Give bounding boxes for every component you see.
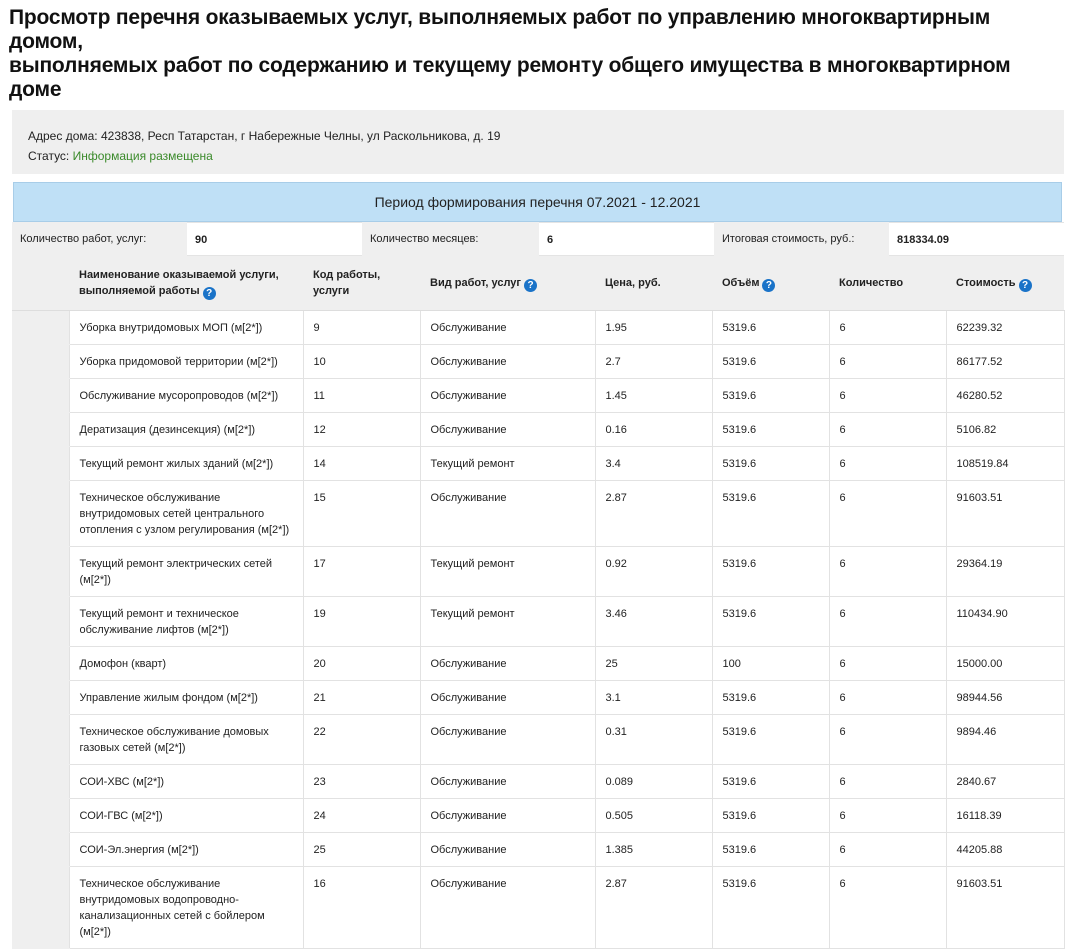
row-gutter [12,481,69,547]
cell-price: 1.45 [595,379,712,413]
cell-kind: Обслуживание [420,311,595,345]
table-row [12,345,1064,379]
page-title-line-2: выполняемых работ по содержанию и текущему ремонту общего имущества в многоквартирном доме [9,54,1011,101]
header-cost [946,256,1064,311]
row-gutter [12,447,69,481]
table-row [12,833,1064,867]
cell-kind: Текущий ремонт [420,597,595,647]
name-help-icon[interactable]: ? [203,287,216,300]
cell-volume: 100 [712,647,829,681]
cell-name: Домофон (кварт) [69,647,303,681]
cell-quantity: 6 [829,447,946,481]
header-gutter [12,256,69,311]
table-row [12,547,1064,597]
row-gutter [12,715,69,765]
table-row [12,413,1064,447]
header-volume [712,256,829,311]
cell-volume: 5319.6 [712,413,829,447]
cell-quantity: 6 [829,345,946,379]
cell-code: 11 [303,379,420,413]
row-gutter [12,647,69,681]
table-row [12,799,1064,833]
cell-quantity: 6 [829,647,946,681]
cell-quantity: 6 [829,379,946,413]
cell-kind: Текущий ремонт [420,447,595,481]
cell-name: Техническое обслуживание внутридомовых сетей центрального отопления с узлом регулирования (м[2*]) [69,481,303,547]
cell-name: СОИ-ГВС (м[2*]) [69,799,303,833]
row-gutter [12,597,69,647]
cell-volume: 5319.6 [712,311,829,345]
cell-name: СОИ-Эл.энергия (м[2*]) [69,833,303,867]
cell-name: Текущий ремонт электрических сетей (м[2*]) [69,547,303,597]
cell-code: 15 [303,481,420,547]
cell-cost: 5106.82 [946,413,1064,447]
cell-name: Техническое обслуживание внутридомовых водопроводно-канализационных сетей с бойлером (м[2*]) [69,867,303,949]
cell-kind: Обслуживание [420,345,595,379]
cell-quantity: 6 [829,799,946,833]
table-row [12,765,1064,799]
cell-name: Текущий ремонт жилых зданий (м[2*]) [69,447,303,481]
table-header-row [12,256,1064,311]
address-value: 423838, Респ Татарстан, г Набережные Челны, ул Раскольникова, д. 19 [100,129,501,143]
cell-volume: 5319.6 [712,345,829,379]
cell-price: 0.92 [595,547,712,597]
cell-code: 12 [303,413,420,447]
cell-cost: 108519.84 [946,447,1064,481]
cell-kind: Обслуживание [420,647,595,681]
cell-cost: 91603.51 [946,481,1064,547]
cell-name: Текущий ремонт и техническое обслуживание лифтов (м[2*]) [69,597,303,647]
cell-quantity: 6 [829,413,946,447]
table-row [12,715,1064,765]
cell-cost: 29364.19 [946,547,1064,597]
cell-kind: Обслуживание [420,481,595,547]
works-count-value: 90 [187,222,362,256]
table-row [12,311,1064,345]
total-cost-label: Итоговая стоимость, руб.: [714,222,889,256]
header-code: Код работы, услуги [303,256,420,311]
cell-code: 25 [303,833,420,867]
header-cost-label: Стоимость [956,276,1016,289]
cell-cost: 46280.52 [946,379,1064,413]
cell-code: 17 [303,547,420,597]
header-name-label: Наименование оказываемой услуги, выполняемой работы [79,268,279,297]
address-row [28,126,1064,146]
cell-price: 0.089 [595,765,712,799]
summary-row [12,222,1064,256]
cell-code: 14 [303,447,420,481]
status-label: Статус: [28,149,70,163]
cell-kind: Обслуживание [420,833,595,867]
cell-price: 25 [595,647,712,681]
period-header: Период формирования перечня 07.2021 - 12.2021 [13,182,1062,222]
cell-kind: Обслуживание [420,867,595,949]
cell-kind: Обслуживание [420,681,595,715]
header-price: Цена, руб. [595,256,712,311]
cell-code: 9 [303,311,420,345]
table-row [12,597,1064,647]
status-row [28,146,1064,166]
kind-help-icon[interactable]: ? [524,279,537,292]
cell-price: 2.87 [595,481,712,547]
cell-volume: 5319.6 [712,379,829,413]
cell-cost: 62239.32 [946,311,1064,345]
table-row [12,647,1064,681]
row-gutter [12,379,69,413]
status-value: Информация размещена [72,149,213,163]
cell-code: 24 [303,799,420,833]
row-gutter [12,311,69,345]
cell-code: 19 [303,597,420,647]
header-kind-label: Вид работ, услуг [430,276,521,289]
row-gutter [12,867,69,949]
table-row [12,481,1064,547]
cell-kind: Обслуживание [420,715,595,765]
cell-volume: 5319.6 [712,799,829,833]
row-gutter [12,681,69,715]
cell-volume: 5319.6 [712,447,829,481]
cell-price: 3.4 [595,447,712,481]
header-quantity: Количество [829,256,946,311]
row-gutter [12,547,69,597]
months-count-value: 6 [539,222,714,256]
cell-kind: Обслуживание [420,765,595,799]
row-gutter [12,799,69,833]
cost-help-icon[interactable]: ? [1019,279,1032,292]
row-gutter [12,413,69,447]
months-count-label: Количество месяцев: [362,222,539,256]
total-cost-value: 818334.09 [889,222,1064,256]
cell-code: 22 [303,715,420,765]
address-label: Адрес дома: [28,129,98,143]
cell-cost: 15000.00 [946,647,1064,681]
cell-cost: 86177.52 [946,345,1064,379]
cell-quantity: 6 [829,481,946,547]
house-info-panel [12,110,1064,174]
cell-quantity: 6 [829,867,946,949]
cell-volume: 5319.6 [712,765,829,799]
services-table [12,256,1065,949]
cell-price: 0.16 [595,413,712,447]
cell-price: 1.385 [595,833,712,867]
cell-quantity: 6 [829,311,946,345]
header-name [69,256,303,311]
cell-price: 0.31 [595,715,712,765]
table-row [12,867,1064,949]
cell-cost: 91603.51 [946,867,1064,949]
cell-price: 3.46 [595,597,712,647]
cell-kind: Обслуживание [420,413,595,447]
table-row [12,379,1064,413]
cell-price: 0.505 [595,799,712,833]
cell-volume: 5319.6 [712,681,829,715]
cell-price: 3.1 [595,681,712,715]
table-row [12,681,1064,715]
cell-volume: 5319.6 [712,547,829,597]
cell-name: Уборка внутридомовых МОП (м[2*]) [69,311,303,345]
cell-quantity: 6 [829,765,946,799]
row-gutter [12,765,69,799]
cell-code: 23 [303,765,420,799]
cell-quantity: 6 [829,715,946,765]
cell-quantity: 6 [829,597,946,647]
cell-price: 2.7 [595,345,712,379]
cell-name: Техническое обслуживание домовых газовых сетей (м[2*]) [69,715,303,765]
cell-code: 21 [303,681,420,715]
cell-volume: 5319.6 [712,715,829,765]
cell-name: Обслуживание мусоропроводов (м[2*]) [69,379,303,413]
volume-help-icon[interactable]: ? [762,279,775,292]
cell-kind: Обслуживание [420,379,595,413]
cell-cost: 9894.46 [946,715,1064,765]
cell-price: 1.95 [595,311,712,345]
cell-volume: 5319.6 [712,481,829,547]
cell-cost: 16118.39 [946,799,1064,833]
cell-volume: 5319.6 [712,833,829,867]
cell-kind: Текущий ремонт [420,547,595,597]
cell-name: СОИ-ХВС (м[2*]) [69,765,303,799]
cell-cost: 110434.90 [946,597,1064,647]
cell-volume: 5319.6 [712,597,829,647]
cell-cost: 44205.88 [946,833,1064,867]
header-volume-label: Объём [722,276,760,289]
table-row [12,447,1064,481]
cell-name: Уборка придомовой территории (м[2*]) [69,345,303,379]
row-gutter [12,833,69,867]
cell-quantity: 6 [829,833,946,867]
cell-price: 2.87 [595,867,712,949]
cell-volume: 5319.6 [712,867,829,949]
cell-code: 10 [303,345,420,379]
cell-code: 20 [303,647,420,681]
page-title [0,0,1064,102]
cell-code: 16 [303,867,420,949]
cell-name: Дератизация (дезинсекция) (м[2*]) [69,413,303,447]
works-count-label: Количество работ, услуг: [12,222,187,256]
cell-quantity: 6 [829,547,946,597]
cell-cost: 2840.67 [946,765,1064,799]
cell-kind: Обслуживание [420,799,595,833]
cell-cost: 98944.56 [946,681,1064,715]
header-kind [420,256,595,311]
row-gutter [12,345,69,379]
page-title-line-1: Просмотр перечня оказываемых услуг, выполняемых работ по управлению многоквартирным домом, [9,6,991,53]
cell-quantity: 6 [829,681,946,715]
cell-name: Управление жилым фондом (м[2*]) [69,681,303,715]
